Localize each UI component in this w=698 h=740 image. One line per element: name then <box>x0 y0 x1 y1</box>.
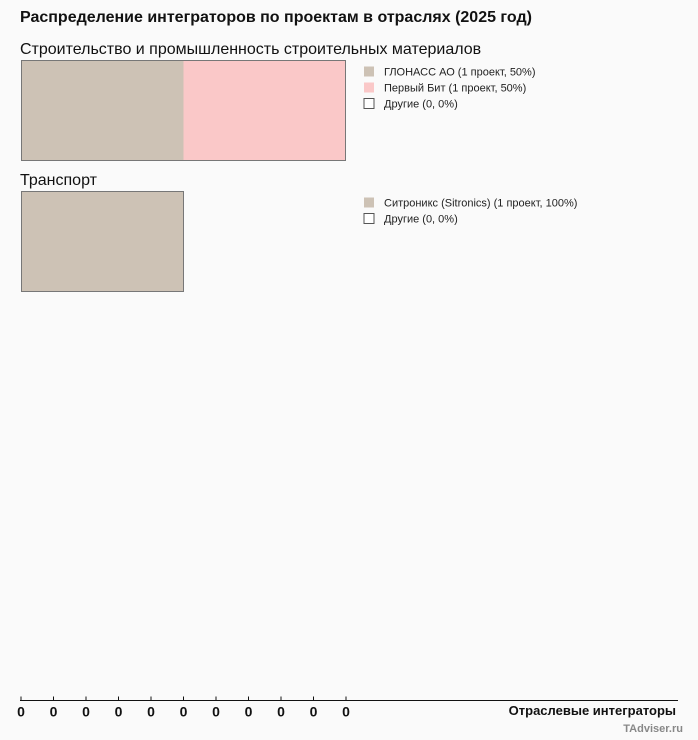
x-tick-label: 0 <box>212 703 220 720</box>
x-tick-label: 0 <box>17 703 25 720</box>
watermark: TAdviser.ru <box>623 723 683 735</box>
legend-swatch <box>364 214 374 224</box>
legend-label: Ситроникс (Sitronics) (1 проект, 100%) <box>384 197 578 210</box>
legend-label: Другие (0, 0%) <box>384 213 458 226</box>
page-title: Распределение интеграторов по проектам в отраслях (2025 год) <box>20 9 532 26</box>
x-tick-label: 0 <box>114 703 123 720</box>
x-tick-label: 0 <box>309 703 318 720</box>
legend-label: ГЛОНАСС АО (1 проект, 50%) <box>384 66 536 79</box>
x-tick-label: 0 <box>342 703 350 720</box>
x-tick-label: 0 <box>244 703 253 720</box>
legend-label: Другие (0, 0%) <box>384 98 458 111</box>
bar-segment <box>22 192 184 292</box>
x-tick-label: 0 <box>179 703 188 720</box>
legend-label: Первый Бит (1 проект, 50%) <box>384 82 527 95</box>
legend-swatch <box>364 67 374 77</box>
x-tick-label: 0 <box>82 703 90 720</box>
panel-title: Транспорт <box>20 172 97 189</box>
x-tick-label: 0 <box>277 703 285 720</box>
bar-segment <box>184 61 346 161</box>
legend-swatch <box>364 198 374 208</box>
legend-swatch <box>364 99 374 109</box>
legend-swatch <box>364 83 374 93</box>
panel-title: Строительство и промышленность строительных материалов <box>20 41 482 58</box>
x-tick-label: 0 <box>49 703 58 720</box>
bar-segment <box>22 61 184 161</box>
x-tick-label: 0 <box>147 703 155 720</box>
axis-footer-label: Отраслевые интеграторы <box>508 703 676 718</box>
